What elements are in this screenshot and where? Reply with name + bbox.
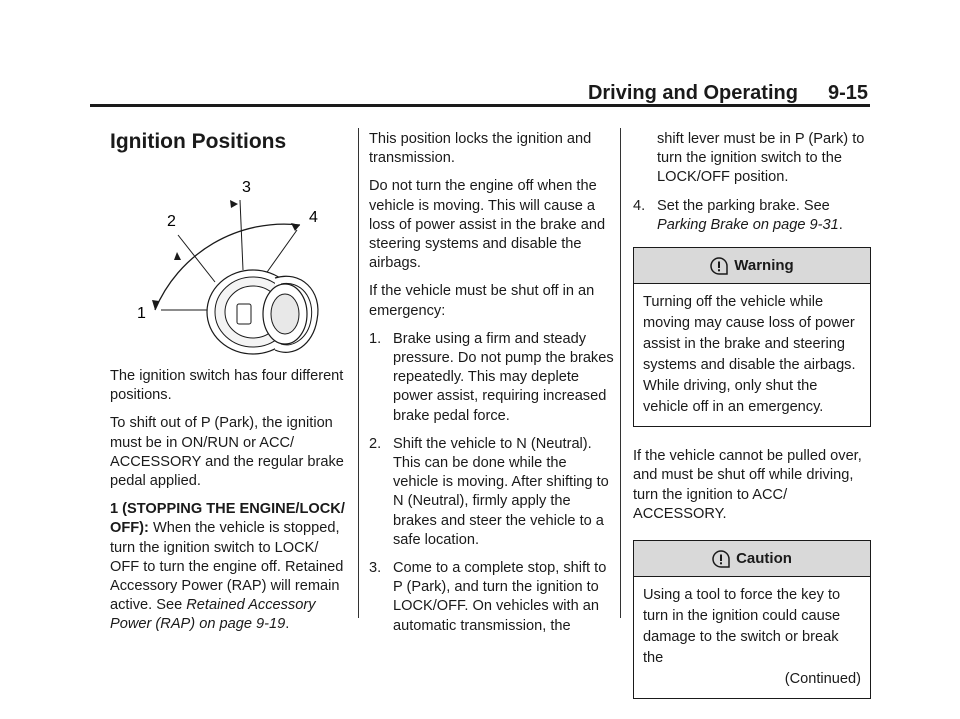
paragraph: To shift out of P (Park), the ignition must be in ON/RUN or ACC/ ACCESSORY and the regular brake pedal applied. (110, 415, 344, 490)
paragraph (110, 500, 350, 634)
warning-header (634, 248, 870, 284)
step-text (657, 197, 873, 235)
step-4-text: Set the parking brake. See (657, 197, 830, 214)
warning-box (633, 247, 871, 427)
warning-icon (710, 257, 728, 275)
punct: . (285, 616, 290, 633)
ignition-diagram (125, 170, 345, 360)
punct: . (838, 216, 843, 233)
pointer-line-4 (265, 230, 297, 275)
caution-title: Caution (736, 550, 792, 568)
column-2-text (369, 130, 614, 645)
step-number: 4. (633, 197, 646, 214)
page-header (588, 82, 868, 105)
warning-title: Warning (734, 257, 794, 275)
arrow-3 (230, 200, 238, 208)
list-item (369, 435, 614, 550)
section-title: Ignition Positions (110, 130, 287, 153)
caution-text: Using a tool to force the key to turn in the ignition could cause damage to the switch or break the (643, 587, 841, 667)
label-2: 2 (167, 213, 176, 230)
step-number: 3. (369, 560, 382, 577)
caution-icon (712, 550, 730, 568)
arrow-1 (152, 300, 159, 310)
step-3-continued: shift lever must be in P (Park) to turn the ignition switch to the LOCK/OFF position. (657, 131, 865, 186)
step-number: 1. (369, 330, 382, 347)
pointer-line-3 (240, 200, 243, 270)
header-page-number: 9-15 (827, 82, 868, 104)
position-1-heading: 1 (STOPPING THE ENGINE/LOCK/ OFF): (110, 501, 345, 537)
paragraph: The ignition switch has four different positions. (110, 368, 344, 404)
header-section: Driving and Operating (587, 82, 798, 104)
pointer-line-2 (178, 235, 215, 282)
label-1: 1 (137, 305, 146, 322)
paragraph: This position locks the ignition and transmission. (369, 131, 592, 167)
list-item (369, 330, 614, 426)
step-text: Shift the vehicle to N (Neutral). This can be done while the vehicle is moving. After shifting to N (Neutral), firmly apply the brakes and steer the vehicle to a safe location. (393, 435, 609, 548)
paragraph: If the vehicle cannot be pulled over, and must be shut off while driving, turn the ignition to ACC/ ACCESSORY. (633, 448, 862, 522)
warning-body: Turning off the vehicle while moving may cause loss of power assist in the brake and steering systems and disable the airbags. While driving, only shut the vehicle off in an emergency. (643, 294, 856, 416)
label-4: 4 (309, 209, 318, 226)
parking-brake-reference-link[interactable]: Parking Brake on page 9-31 (657, 216, 839, 233)
caution-body (634, 577, 870, 698)
step-text: Come to a complete stop, shift to P (Park), and turn the ignition to LOCK/OFF. On vehicles with an automatic transmission, the (393, 560, 607, 634)
ignition-cylinder (207, 270, 318, 354)
list-item (633, 197, 873, 235)
position-1-text: When the vehicle is stopped, turn the ignition switch to LOCK/ OFF to turn the engine off. Retained Accessory Power (RAP) will remain active. See (110, 520, 344, 614)
rap-reference-link[interactable]: Retained Accessory Power (RAP) on page 9-19 (110, 597, 316, 633)
column-divider (620, 128, 621, 618)
paragraph: If the vehicle must be shut off in an emergency: (369, 283, 595, 319)
step-text: Brake using a firm and steady pressure. Do not pump the brakes repeatedly. This may deplete power assist, requiring increased brake pedal force. (393, 330, 614, 424)
column-3-text (633, 130, 873, 719)
caution-header (634, 541, 870, 577)
column-1-text (110, 367, 350, 644)
label-3: 3 (242, 179, 251, 196)
continued-label: (Continued) (784, 671, 861, 688)
step-number: 2. (369, 435, 382, 452)
column-divider (358, 128, 359, 618)
steps-list-continued (633, 197, 873, 235)
emergency-steps-list (369, 330, 614, 636)
paragraph: Do not turn the engine off when the vehicle is moving. This will cause a loss of power assist in the brake and steering systems and disable the airbags. (369, 178, 606, 272)
arrow-2 (174, 252, 181, 260)
list-item (369, 559, 614, 636)
caution-box (633, 540, 871, 699)
header-rule (90, 104, 870, 107)
